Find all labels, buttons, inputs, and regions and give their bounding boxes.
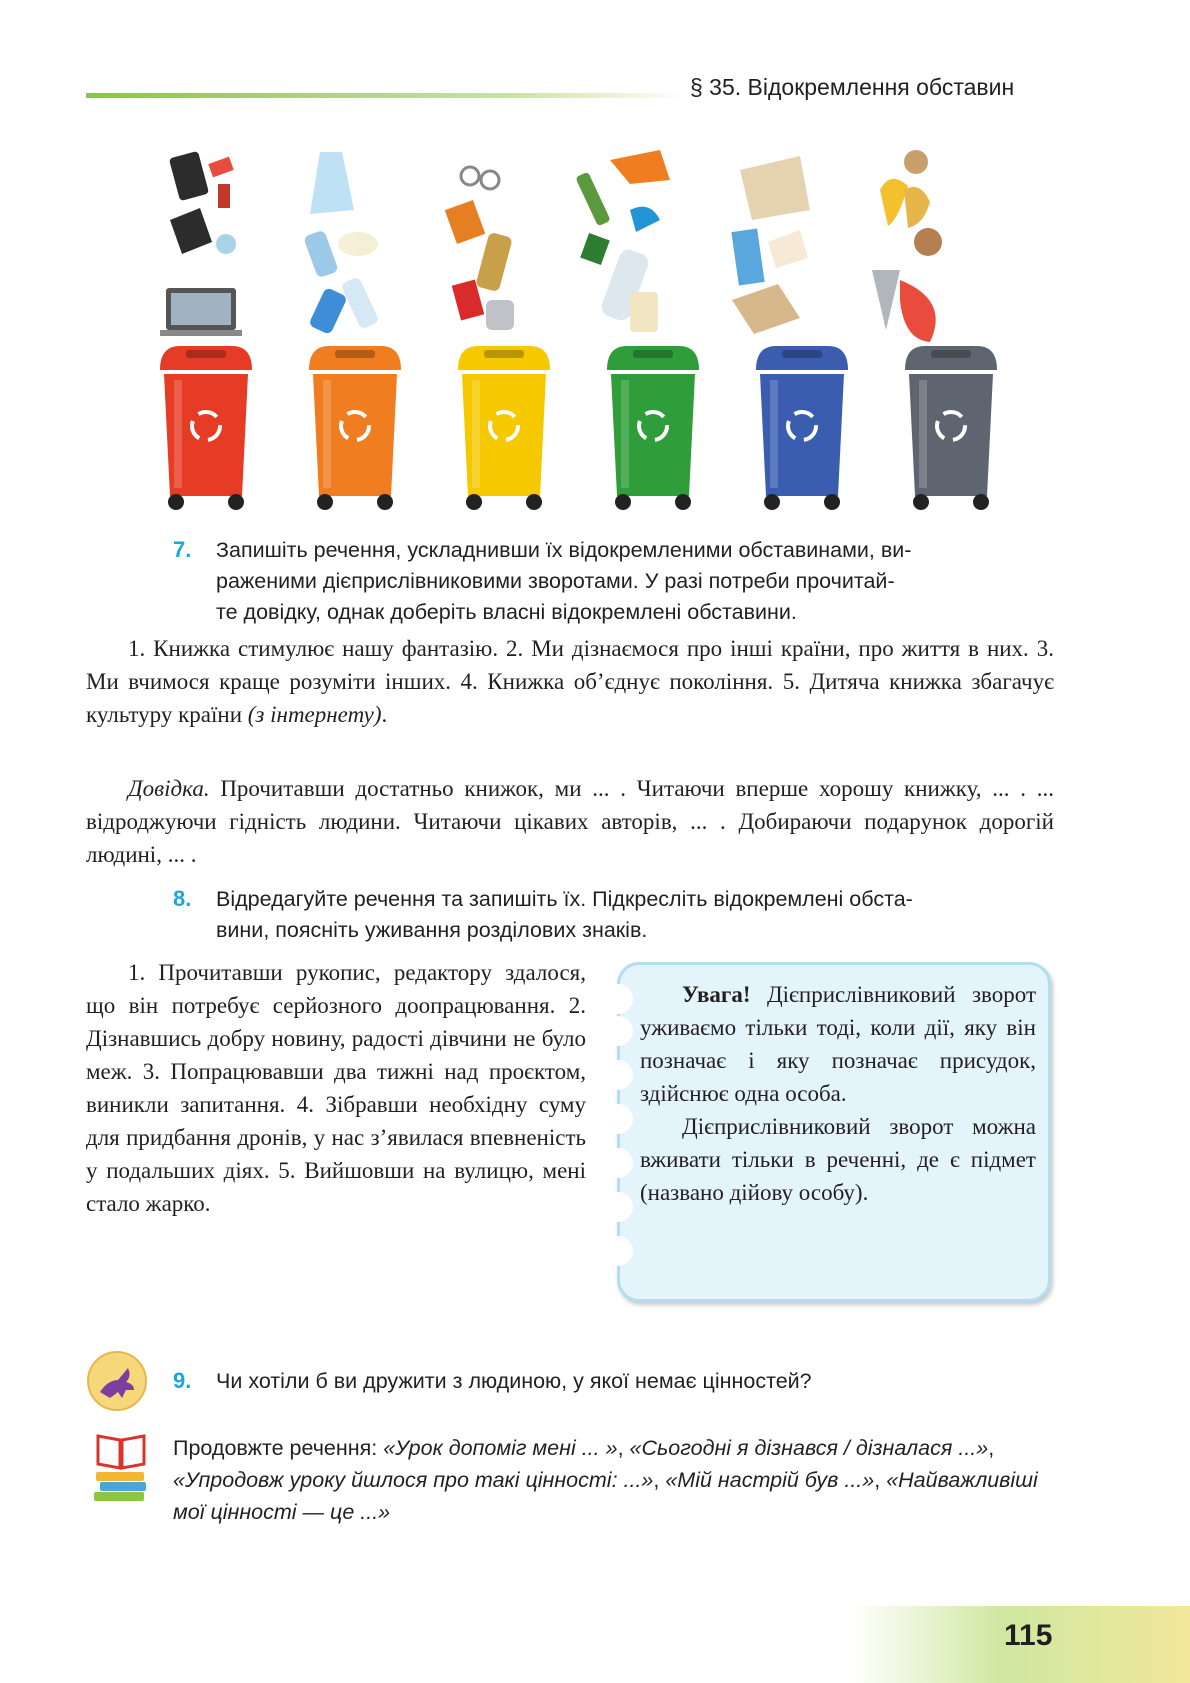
reflection-phrase-2: «Сьогодні я дізнався / дізналася ...»	[629, 1436, 989, 1460]
task-8-line-2: вини, поясніть уживання розділових знаків.	[216, 918, 648, 942]
task-9-number: 9.	[173, 1368, 192, 1393]
electronics-items	[160, 151, 242, 336]
reflection-phrase-4: «Мій настрій був ...»	[665, 1468, 875, 1492]
header-rule	[86, 93, 686, 98]
recycling-bins-illustration	[160, 150, 1030, 520]
recycling-bin	[607, 346, 699, 510]
books-icon	[92, 1432, 150, 1504]
task-7-instruction	[216, 535, 1054, 628]
pegasus-icon	[86, 1350, 148, 1412]
plastic-items	[303, 152, 379, 335]
note-hole	[603, 1148, 633, 1178]
reflection-sep-3: ,	[653, 1468, 666, 1492]
task-8-line-1: Відредагуйте речення та запишіть їх. Підкресліть відокремлені обста-	[216, 887, 913, 911]
organic-items	[872, 150, 942, 342]
task-7-line-2: раженими дієприслівниковими зворотами. У разі потреби прочитай-	[216, 569, 895, 593]
note-hole	[603, 1016, 633, 1046]
reflection-lead: Продовжте речення:	[173, 1436, 384, 1460]
reflection-phrase-5: «Найважливіші мої цінності — це ...»	[173, 1468, 1038, 1524]
task-7-end: .	[381, 702, 388, 727]
task-7-line-1: Запишіть речення, ускладнивши їх відокремленими обставинами, ви-	[216, 538, 912, 562]
page-number: 115	[1004, 1619, 1053, 1652]
reflection-prompt	[173, 1432, 1057, 1528]
task-9-question: Чи хотіли б ви дружити з людиною, у якої немає цінностей?	[216, 1369, 812, 1393]
glass-items	[575, 150, 670, 332]
hint-label: Довідка.	[128, 776, 210, 801]
note-title: Увага!	[682, 982, 751, 1007]
note-hole	[603, 984, 633, 1014]
reflection-sep-1: ,	[617, 1436, 630, 1460]
reflection-phrase-1: «Урок допоміг мені ... »	[383, 1436, 618, 1460]
hint-text: Прочитавши достатньо книжок, ми ... . Читаючи вперше хорошу книжку, ... . ... відроджуючи гідність людини. Читаючи цікавих авторів, ... . Добираючи подарунок дорогій людині, ... .	[86, 776, 1054, 867]
note-hole	[603, 1104, 633, 1134]
note-hole	[603, 1236, 633, 1266]
task-7-hint	[86, 772, 1054, 871]
task-8-text: 1. Прочитавши рукопис, редактору здалося, що він потребує серйозного доопрацювання. 2. Дізнавшись добру новину, радості дівчини не було меж. 3. Попрацювавши два тижні над проєктом, виникли запитання. 4. Зібравши необхідну суму для придбання дронів, у нас з’явилася впевненість у подальших діях. 5. Вийшовши на вулицю, мені стало жарко.	[86, 960, 586, 1216]
recycling-bin	[309, 346, 401, 510]
task-8-sentences	[86, 956, 586, 1220]
paper-items	[731, 156, 810, 334]
reflection-phrase-3: «Упродовж уроку йшлося про такі цінності: ...»	[173, 1468, 654, 1492]
note-hole	[603, 1192, 633, 1222]
reflection-sep-2: ,	[988, 1436, 995, 1460]
task-7-line-3: те довідку, однак доберіть власні відокремлені обставини.	[216, 600, 797, 624]
note-paragraph-2: Дієприслівниковий зворот можна вживати тільки в реченні, де є підмет (названо дійову особу).	[640, 1114, 1036, 1205]
note-hole	[603, 1060, 633, 1090]
metal-items	[445, 167, 514, 330]
bins-group	[160, 346, 997, 510]
recycling-bin	[756, 346, 848, 510]
task-7-source: (з інтернету)	[247, 702, 382, 727]
recycling-bin	[905, 346, 997, 510]
task-8-instruction	[216, 884, 1054, 946]
task-7-number: 7.	[173, 537, 192, 562]
task-7-sentences-text: 1. Книжка стимулює нашу фантазію. 2. Ми дізнаємося про інші країни, про життя в них. 3. Ми вчимося краще розуміти інших. 4. Книжка об’єднує покоління. 5. Дитяча книжка збагачує культуру країни	[86, 636, 1054, 727]
section-title: § 35. Відокремлення обставин	[690, 74, 1015, 100]
attention-note-text	[640, 978, 1036, 1209]
note-paragraph-1: Дієприслівниковий зворот уживаємо тільки тоді, коли дії, яку він позначає і яку позначає присудок, здійснює одна особа.	[640, 982, 1036, 1106]
task-7-sentences	[86, 632, 1054, 731]
recycling-bin	[458, 346, 550, 510]
recycling-bin	[160, 346, 252, 510]
task-8-number: 8.	[173, 886, 192, 911]
reflection-sep-4: ,	[874, 1468, 887, 1492]
